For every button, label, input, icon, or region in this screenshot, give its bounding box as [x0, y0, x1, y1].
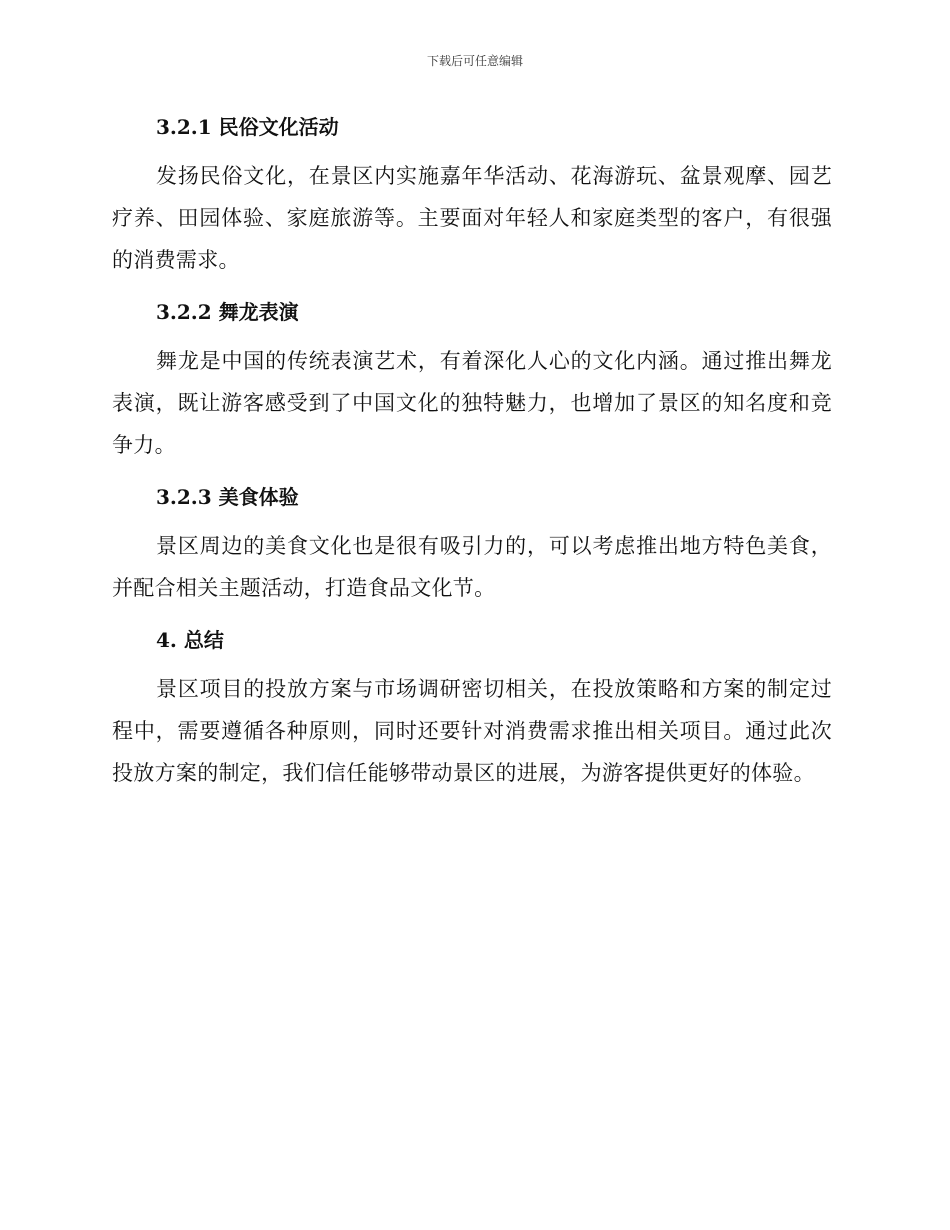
section-food-experience: [112, 478, 832, 609]
section-paragraph: 发扬民俗文化，在景区内实施嘉年华活动、花海游玩、盆景观摩、园艺疗养、田园体验、家庭旅游等。主要面对年轻人和家庭类型的客户，有很强的消费需求。: [112, 164, 832, 272]
section-paragraph: 舞龙是中国的传统表演艺术，有着深化人心的文化内涵。通过推出舞龙表演，既让游客感受到了中国文化的独特魅力，也增加了景区的知名度和竞争力。: [112, 349, 832, 457]
section-heading: 3.2.3 美食体验: [156, 485, 299, 509]
section-folk-culture: [112, 108, 832, 281]
section-heading: 3.2.1 民俗文化活动: [156, 115, 339, 139]
section-paragraph: 景区项目的投放方案与市场调研密切相关，在投放策略和方案的制定过程中，需要遵循各种原则，同时还要针对消费需求推出相关项目。通过此次投放方案的制定，我们信任能够带动景区的进展，为游客提供更好的体验。: [112, 677, 832, 785]
document-body: [112, 108, 832, 806]
section-dragon-dance: [112, 293, 832, 466]
section-summary: [112, 621, 832, 794]
section-heading: 3.2.2 舞龙表演: [156, 300, 299, 324]
page-header: 下载后可任意编辑: [426, 54, 523, 68]
section-paragraph: 景区周边的美食文化也是很有吸引力的，可以考虑推出地方特色美食，并配合相关主题活动，打造食品文化节。: [112, 534, 832, 600]
section-heading: 4. 总结: [156, 628, 224, 652]
